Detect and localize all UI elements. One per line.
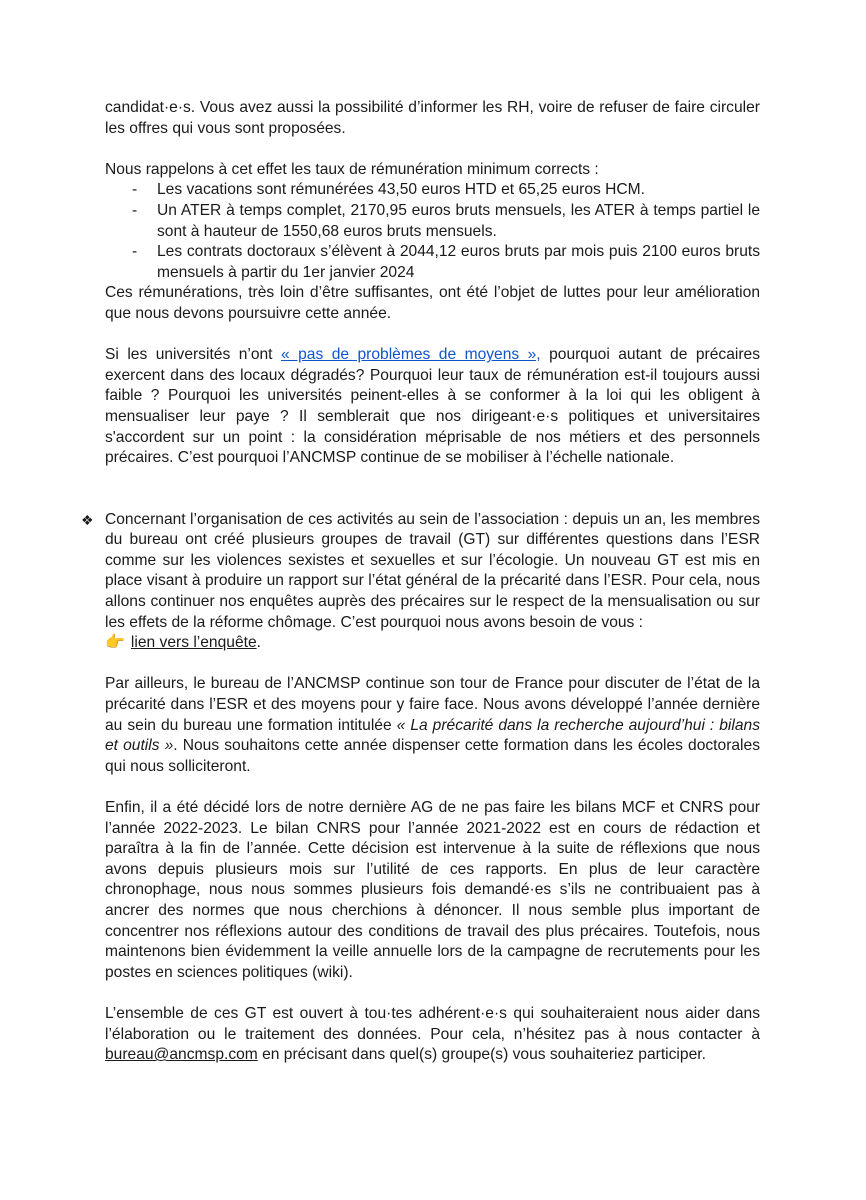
spacer xyxy=(105,139,760,160)
rate-item-vacations: - Les vacations sont rémunérées 43,50 euros HTD et 65,25 euros HCM. xyxy=(157,180,760,201)
spacer xyxy=(105,654,760,675)
paragraph-contact: L’ensemble de ces GT est ouvert à tou·tes adhérent·e·s qui souhaiteraient nous aider dans l’élaboration ou le traitement des données. Pour cela, n’hésitez pas à nous contacter à bureau@ancmsp.com en précisant dans quel(s) groupe(s) vous souhaiteriez participer. xyxy=(105,1004,760,1064)
paragraph-tour-de-france: Par ailleurs, le bureau de l’ANCMSP continue son tour de France pour discuter de l’état de la précarité dans l’ESR et des moyens pour y faire face. Nous avons développé l’année dernière au sein du bureau une formation intitulée « La précarité dans la recherche aujourd’hui : bilans et outils ». Nous souhaitons cette année dispenser cette formation dans les écoles doctorales qui nous solliciteront. xyxy=(105,675,760,775)
rate-item-ater: - Un ATER à temps complet, 2170,95 euros bruts mensuels, les ATER à temps partiel le sont à hauteur de 1550,68 euros bruts mensuels. xyxy=(157,201,760,242)
paragraph-rates-outro: Ces rémunérations, très loin d’être suffisantes, ont été l’objet de luttes pour leur amélioration que nous devons poursuivre cette année. xyxy=(105,284,760,322)
spacer xyxy=(105,777,760,798)
email-link[interactable]: bureau@ancmsp.com xyxy=(105,1046,258,1064)
quote-link[interactable]: « pas de problèmes de moyens », xyxy=(280,346,541,364)
training-title: « La précarité dans la recherche aujourd’hui : bilans et outils » xyxy=(105,716,760,755)
bullet-section xyxy=(81,510,760,654)
paragraph-working-groups: Concernant l’organisation de ces activités au sein de l’association : depuis un an, les membres du bureau ont créé plusieurs groupes de travail (GT) sur différentes questions dans l’ESR comme sur les violences sexistes et sexuelles et sur l’écologie. Un nouveau GT est mis en place visant à produire un rapport sur l’état général de la précarité dans l’ESR. Pour cela, nous allons continuer nos enquêtes auprès des précaires sur le respect de la mensualisation ou sur les effets de la réforme chômage. C’est pourquoi nous avons besoin de vous : xyxy=(105,510,760,631)
spacer xyxy=(105,469,760,510)
pointing-hand-icon: 👉 xyxy=(105,634,125,652)
spacer xyxy=(105,325,760,346)
diamond-bullet-icon: ❖ xyxy=(81,511,94,528)
paragraph-rates-intro: Nous rappelons à cet effet les taux de rémunération minimum corrects : xyxy=(105,160,599,178)
survey-line: 👉 lien vers l’enquête. xyxy=(105,634,261,652)
rate-item-doctoral: - Les contrats doctoraux s’élèvent à 2044,12 euros bruts par mois puis 2100 euros bruts mensuels à partir du 1er janvier 2024 xyxy=(157,242,760,283)
paragraph-candidates: candidat·e·s. Vous avez aussi la possibilité d’informer les RH, voire de refuser de faire circuler les offres qui vous sont proposées. xyxy=(105,99,760,137)
spacer xyxy=(105,983,760,1004)
paragraph-reports: Enfin, il a été décidé lors de notre dernière AG de ne pas faire les bilans MCF et CNRS pour l’année 2022-2023. Le bilan CNRS pour l’année 2021-2022 est en cours de rédaction et paraîtra à la fin de l’année. Cette décision est intervenue à la suite de réflexions que nous avons depuis plusieurs mois sur l’utilité de ces rapports. En plus de leur caractère chronophage, nous nous sommes plusieurs fois demandé·es s’ils ne contribuaient pas à ancrer des normes que nous cherchions à dénoncer. Il nous semble plus important de concentrer nos réflexions autour des conditions de travail des plus précaires. Toutefois, nous maintenons bien évidemment la veille annuelle lors de la campagne de recrutements pour les postes en sciences politiques (wiki). xyxy=(105,799,760,981)
rates-list xyxy=(105,180,760,283)
survey-link[interactable]: lien vers l’enquête xyxy=(130,634,257,652)
paragraph-universities: Si les universités n’ont « pas de problèmes de moyens », pourquoi autant de précaires exercent dans des locaux dégradés? Pourquoi leur taux de rémunération est-il toujours aussi faible ? Pourquoi les universités peinent-elles à se conformer à la loi qui les obligent à mensualiser leur paye ? Il semblerait que nos dirigeant·e·s politiques et universitaires s'accordent sur un point : la considération méprisable de nos métiers et des personnels précaires. C’est pourquoi l’ANCMSP continue de se mobiliser à l’échelle nationale. xyxy=(105,346,760,467)
